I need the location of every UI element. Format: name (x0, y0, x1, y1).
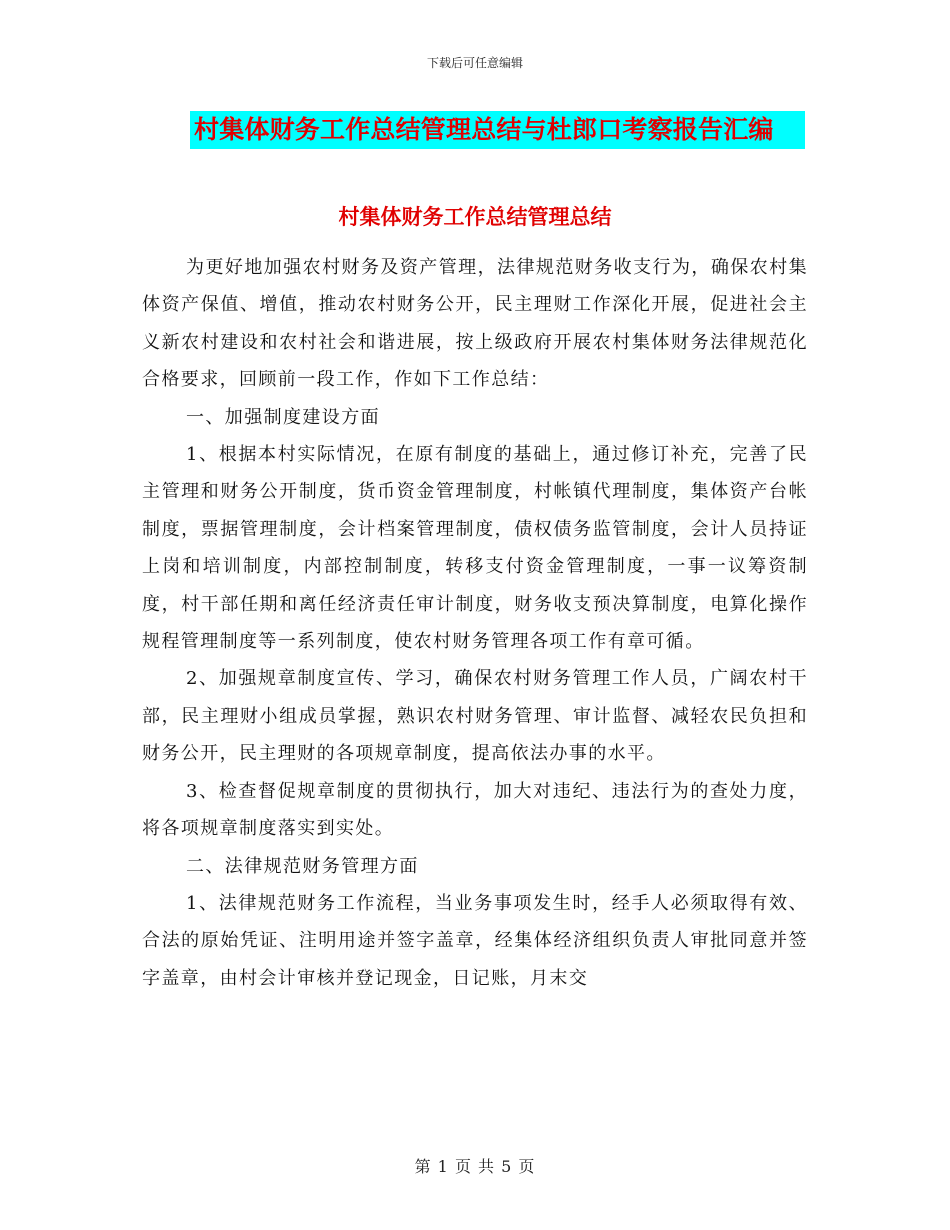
paragraph-item-2: 2、加强规章制度宣传、学习，确保农村财务管理工作人员，广阔农村干部，民主理财小组成员掌握，熟识农村财务管理、审计监督、减轻农民负担和财务公开，民主理财的各项规章制度，提高依法办事的水平。 (142, 668, 808, 765)
paragraph-item-1: 1、根据本村实际情况，在原有制度的基础上，通过修订补充，完善了民主管理和财务公开制度，货币资金管理制度，村帐镇代理制度，集体资产台帐制度，票据管理制度，会计档案管理制度，债权债务监管制度，会计人员持证上岗和培训制度，内部控制制度，转移支付资金管理制度，一事一议筹资制度，村干部任期和离任经济责任审计制度，财务收支预决算制度，电算化操作规程管理制度等一系列制度，使农村财务管理各项工作有章可循。 (142, 444, 808, 653)
heading-system-construction: 一、加强制度建设方面 (186, 406, 380, 428)
page-number-footer: 第 1 页 共 5 页 (414, 1157, 536, 1176)
header-note: 下载后可任意编辑 (426, 56, 523, 70)
paragraph-item-3: 3、检查督促规章制度的贯彻执行，加大对违纪、违法行为的查处力度，将各项规章制度落实到实处。 (142, 780, 808, 840)
paragraph-financial-item-1: 1、法律规范财务工作流程，当业务事项发生时，经手人必须取得有效、合法的原始凭证、注明用途并签字盖章，经集体经济组织负责人审批同意并签字盖章，由村会计审核并登记现金，日记账，月末交 (142, 892, 808, 989)
section-title: 村集体财务工作总结管理总结 (338, 205, 612, 229)
document-title: 村集体财务工作总结管理总结与杜郎口考察报告汇编 (194, 115, 774, 144)
document-title-highlight (190, 111, 805, 149)
document-body (142, 249, 808, 997)
heading-financial-management: 二、法律规范财务管理方面 (186, 855, 419, 877)
paragraph-intro: 为更好地加强农村财务及资产管理，法律规范财务收支行为，确保农村集体资产保值、增值，推动农村财务公开，民主理财工作深化开展，促进社会主义新农村建设和农村社会和谐进展，按上级政府开展农村集体财务法律规范化合格要求，回顾前一段工作，作如下工作总结： (142, 257, 808, 391)
